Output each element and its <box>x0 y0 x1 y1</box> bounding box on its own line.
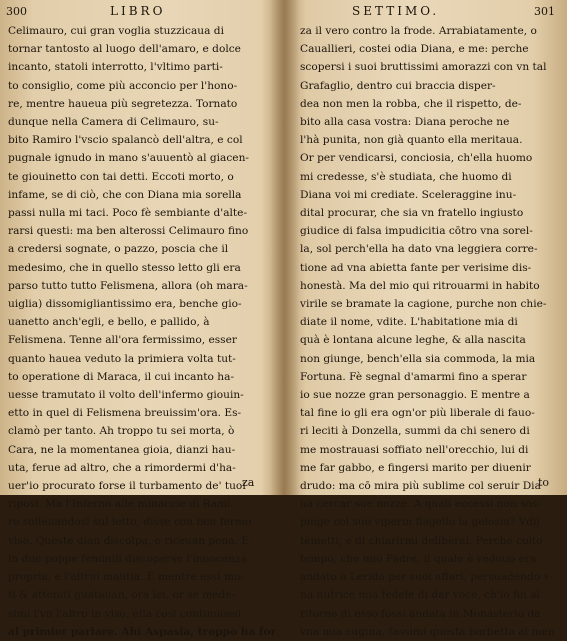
left-text-line: incanto, statoli interrotto, l'vltimo parti- <box>8 61 223 74</box>
right-page-text <box>300 22 562 641</box>
left-text-line: passi nulla mi taci. Poco fè sembiante d'alte- <box>8 207 248 220</box>
right-text-line: tal fine io gli era ogn'or più liberale di fauo- <box>300 407 535 420</box>
left-page <box>0 0 282 638</box>
right-running-title: SETTIMO. <box>352 4 440 18</box>
right-page <box>290 0 567 638</box>
left-text-line: pugnale ignudo in mano s'auuentò al giacen- <box>8 152 249 165</box>
right-text-line: Or per vendicarsi, conciosia, ch'ella huomo <box>300 152 533 165</box>
right-text-line: za il vero contro la frode. Arrabiatamente, o <box>300 25 537 37</box>
left-text-line: riposi. Ma l'Inferno alle minaccie di Rami- <box>8 498 235 511</box>
left-text-line: to consiglio, come più acconcio per l'hono- <box>8 79 238 92</box>
left-text-line: uer'io procurato forse il turbamento de' tuoi <box>8 480 246 493</box>
right-text-line: giudice di falsa impudicitia cōtro vna sorel- <box>300 225 533 238</box>
right-text-line: me far gabbo, e fingersi marito per diuenir <box>300 461 531 474</box>
left-text-line: uiglia) dissomigliantissimo era, benche gio- <box>8 298 242 311</box>
left-text-line: tornar tantosto al luogo dell'amaro, e dolce <box>8 43 241 56</box>
left-text-line: Cara, ne la momentanea gioia, dianzi hau- <box>8 443 236 456</box>
right-text-line: temetti, e di chiarirmi deliberai. Perche colto <box>300 534 543 547</box>
left-text-line: quanto hauea veduto la primiera volta tut- <box>8 352 236 365</box>
left-running-head <box>0 4 282 22</box>
right-text-line: ritorno di esso fossi andata in Monasterio da <box>300 607 541 620</box>
right-text-line: l'hà punita, non già quanto ella meritaua. <box>300 134 523 147</box>
left-text-line: rarsi questi: ma ben alterossi Celimauro fino <box>8 225 249 238</box>
left-text-line: propria, e l'altrui malitia. E mentre essi mu- <box>8 571 245 584</box>
right-text-line: mi credesse, s'è studiata, che huomo di <box>300 170 512 183</box>
right-text-line: scopersi i suoi bruttissimi amorazzi con vn tal <box>300 61 547 74</box>
right-text-line: Cauallieri, costei odia Diana, e me: perche <box>300 43 529 56</box>
left-text-line: ti & attoniti guatauan, ora lei, or se mede- <box>8 589 236 602</box>
left-text-line: bito Ramiro l'vscio spalancò dell'altra, e col <box>8 134 243 147</box>
left-text-line: viso. Queste dian discolpa, o riceuan pena. E <box>8 534 250 547</box>
left-text-line: ro solleuandosi sul letto, disse con ben fermo <box>8 516 252 529</box>
right-text-line: Fortuna. Fè segnal d'amarmi fino a sperar <box>300 370 527 383</box>
left-text-line: to operatione di Maraca, il cui incanto ha- <box>8 370 235 383</box>
left-text-line: simi l'vn l'altro in viso, ella così continuossi <box>8 607 241 620</box>
right-text-line: honestà. Ma del mio qui ritrouarmi in habito <box>300 279 540 292</box>
left-text-line: medesimo, che in quello stesso letto gli era <box>8 261 241 274</box>
right-text-line: andato a Lerida per suoi affari, persuadendo v- <box>300 571 554 584</box>
right-text-line: tione ad vna abietta fante per verisime dis- <box>300 261 532 274</box>
left-page-text <box>8 22 277 641</box>
left-text-line: clamò per tanto. Ah troppo tu sei morta, ò <box>8 425 235 438</box>
right-text-line: dital procurar, che sia vn fratello ingiusto <box>300 207 524 220</box>
left-text-line: re, mentre haueua più segretezza. Tornato <box>8 97 238 110</box>
right-text-line: non giunge, bench'ella sia commoda, la mia <box>300 352 536 365</box>
left-page-number: 300 <box>6 5 27 18</box>
left-text-line: uanetto anch'egli, e bello, e pallido, à <box>8 316 210 329</box>
right-text-line: diate il nome, vdite. L'habitatione mia di <box>300 316 518 329</box>
left-text-line: etto in quel di Felismena breuissim'ora. Es- <box>8 407 242 420</box>
right-text-line: io sue nozze gran personaggio. E mentre a <box>300 389 530 402</box>
left-catchword: za <box>242 476 255 489</box>
left-text-line: Felismena. Tenne all'ora fermissimo, esser <box>8 334 237 347</box>
right-text-line: vna mia cugina, fassimi questa barbetta al men <box>300 625 555 638</box>
right-text-line: na nutrice mia fedele di dar voce, ch'io fin al <box>300 589 540 602</box>
right-text-line: tempo, che mio Padre, il quale è vedouo era <box>300 552 537 565</box>
left-text-line: infame, se di ciò, che con Diana mia sorella <box>8 188 242 201</box>
left-text-line: dunque nella Camera di Celimauro, su- <box>8 116 219 129</box>
right-text-line: me mostrauasi soffiato nell'orecchio, lui di <box>300 443 529 456</box>
left-text-line: parso tutto tutto Felismena, allora (oh mara- <box>8 279 248 292</box>
left-text-line: te giouinetto con tai detti. Eccoti morto, o <box>8 170 234 183</box>
right-catchword: to <box>537 476 549 489</box>
right-text-line: na cercar sue nozze. A quali eccessi non sos- <box>300 498 542 511</box>
right-text-line: dea non men la robba, che il rispetto, de- <box>300 97 522 110</box>
left-text-line: al primier parlare. Ahi Aspasia, troppo ha for <box>8 625 277 638</box>
left-text-line: a credersi sognate, o pazzo, poscia che il <box>8 243 229 256</box>
right-text-line: Diana voi mi crediate. Sceleraggine inu- <box>300 188 517 201</box>
right-text-line: la, sol perch'ella ha dato vna leggiera corre- <box>300 243 538 256</box>
right-text-line: ri leciti à Donzella, summi da chi senero di <box>300 425 530 438</box>
right-page-number: 301 <box>534 5 555 18</box>
right-text-line: pinge col suo viperin flagello la gelosia? Vdij <box>300 516 540 529</box>
left-text-line: uesse tramutato il volto dell'infermo giouin- <box>8 389 244 402</box>
right-text-line: bito alla casa vostra: Diana peroche ne <box>300 116 510 129</box>
right-text-line: virile se bramate la cagione, purche non chie- <box>300 298 547 311</box>
right-text-line: drudo: ma cō mira più sublime col seruir Dia <box>300 480 541 493</box>
right-text-line: quà è lontana alcune leghe, & alla nascita <box>300 334 526 347</box>
left-text-line: in due poppe feminili discoperse l'innocenza <box>8 552 247 565</box>
left-text-line: uta, ferue ad altro, che a rimordermi d'ha- <box>8 461 236 474</box>
right-text-line: Grafaglio, dentro cui braccia disper- <box>300 79 496 92</box>
right-running-head <box>290 4 567 22</box>
left-running-title: LIBRO <box>110 4 166 18</box>
left-text-line: Celimauro, cui gran voglia stuzzicaua di <box>8 25 224 37</box>
